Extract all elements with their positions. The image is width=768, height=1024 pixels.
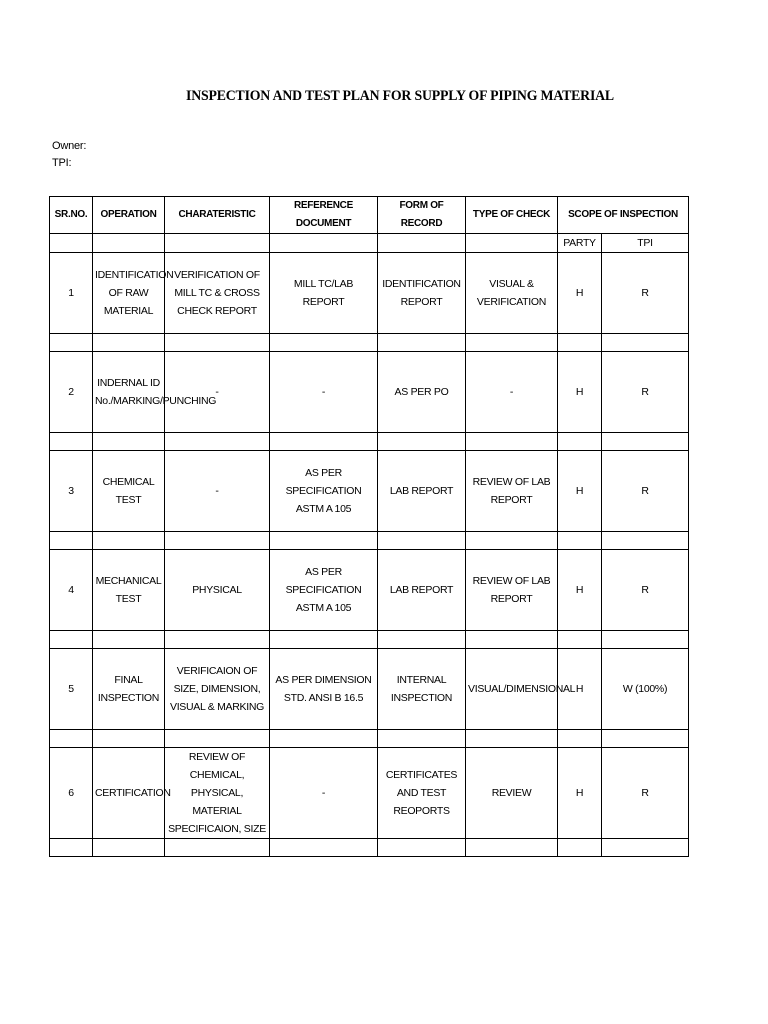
empty-cell [378,839,466,857]
inspection-test-plan-table [49,196,689,857]
empty-cell [378,730,466,748]
party-cell: H [558,550,602,631]
empty-cell [165,730,270,748]
empty-cell [50,433,93,451]
owner-label: Owner: [52,140,87,152]
spacer-row [50,730,689,748]
reference-cell: AS PER SPECIFICATION ASTM A 105 [270,550,378,631]
characteristic-cell: - [165,451,270,532]
operation-cell: IDENTIFICATION OF RAW MATERIAL [93,253,165,334]
empty-cell [378,334,466,352]
check-cell: VISUAL/DIMENSIONAL [466,649,558,730]
characteristic-cell: REVIEW OF CHEMICAL, PHYSICAL, MATERIAL SPECIFICAION, SIZE [165,748,270,839]
empty-cell [93,532,165,550]
header-type-of-check: TYPE OF CHECK [466,197,558,234]
party-cell: H [558,451,602,532]
sr-no-cell: 4 [50,550,93,631]
reference-cell: - [270,748,378,839]
empty-cell [270,839,378,857]
party-cell: H [558,352,602,433]
operation-cell: INDERNAL ID No./MARKING/PUNCHING [93,352,165,433]
empty-cell [466,234,558,253]
empty-cell [378,532,466,550]
empty-cell [50,234,93,253]
tpi-cell: R [602,451,689,532]
sr-no-cell: 1 [50,253,93,334]
empty-cell [165,631,270,649]
spacer-row [50,631,689,649]
table-row [50,352,689,433]
empty-cell [558,334,602,352]
empty-cell [602,334,689,352]
header-form-of-record: FORM OF RECORD [378,197,466,234]
record-cell: LAB REPORT [378,451,466,532]
subheader-row [50,234,689,253]
record-cell: IDENTIFICATION REPORT [378,253,466,334]
empty-cell [602,433,689,451]
empty-cell [93,839,165,857]
empty-cell [558,433,602,451]
table-row [50,649,689,730]
empty-cell [466,839,558,857]
check-cell: REVIEW [466,748,558,839]
header-tpi: TPI [602,234,689,253]
empty-cell [270,631,378,649]
empty-cell [50,839,93,857]
empty-cell [558,631,602,649]
empty-cell [93,730,165,748]
reference-cell: AS PER DIMENSION STD. ANSI B 16.5 [270,649,378,730]
header-scope-of-inspection: SCOPE OF INSPECTION [558,197,689,234]
tpi-cell: R [602,748,689,839]
empty-cell [165,839,270,857]
check-cell: REVIEW OF LAB REPORT [466,451,558,532]
check-cell: REVIEW OF LAB REPORT [466,550,558,631]
document-title: INSPECTION AND TEST PLAN FOR SUPPLY OF PIPING MATERIAL [186,88,614,104]
empty-cell [165,433,270,451]
empty-cell [378,433,466,451]
empty-cell [378,631,466,649]
spacer-row [50,839,689,857]
empty-cell [602,839,689,857]
empty-cell [466,433,558,451]
empty-cell [558,839,602,857]
header-characteristic: CHARATERISTIC [165,197,270,234]
reference-cell: - [270,352,378,433]
sr-no-cell: 2 [50,352,93,433]
empty-cell [50,334,93,352]
empty-cell [165,334,270,352]
spacer-row [50,433,689,451]
empty-cell [466,631,558,649]
empty-cell [270,334,378,352]
characteristic-cell: PHYSICAL [165,550,270,631]
empty-cell [93,433,165,451]
tpi-cell: R [602,550,689,631]
operation-cell: MECHANICAL TEST [93,550,165,631]
empty-cell [270,532,378,550]
reference-cell: MILL TC/LAB REPORT [270,253,378,334]
party-cell: H [558,253,602,334]
empty-cell [50,532,93,550]
record-cell: CERTIFICATES AND TEST REOPORTS [378,748,466,839]
sr-no-cell: 3 [50,451,93,532]
empty-cell [602,730,689,748]
empty-cell [558,730,602,748]
party-cell: H [558,748,602,839]
operation-cell: CHEMICAL TEST [93,451,165,532]
header-reference-document: REFERENCE DOCUMENT [270,197,378,234]
tpi-label: TPI: [52,157,72,169]
record-cell: INTERNAL INSPECTION [378,649,466,730]
operation-cell: CERTIFICATION [93,748,165,839]
empty-cell [466,532,558,550]
characteristic-cell: VERIFICAION OF SIZE, DIMENSION, VISUAL & MARKING [165,649,270,730]
empty-cell [378,234,466,253]
empty-cell [270,234,378,253]
operation-cell: FINAL INSPECTION [93,649,165,730]
empty-cell [270,730,378,748]
reference-cell: AS PER SPECIFICATION ASTM A 105 [270,451,378,532]
characteristic-cell: - [165,352,270,433]
table-row [50,253,689,334]
empty-cell [270,433,378,451]
empty-cell [558,532,602,550]
header-sr-no: SR.NO. [50,197,93,234]
record-cell: AS PER PO [378,352,466,433]
spacer-row [50,334,689,352]
header-party: PARTY [558,234,602,253]
empty-cell [466,730,558,748]
spacer-row [50,532,689,550]
empty-cell [602,532,689,550]
characteristic-cell: VERIFICATION OF MILL TC & CROSS CHECK REPORT [165,253,270,334]
empty-cell [602,631,689,649]
record-cell: LAB REPORT [378,550,466,631]
empty-cell [93,631,165,649]
check-cell: VISUAL & VERIFICATION [466,253,558,334]
table-row [50,748,689,839]
sr-no-cell: 5 [50,649,93,730]
empty-cell [93,234,165,253]
party-cell: H [558,649,602,730]
empty-cell [50,730,93,748]
empty-cell [165,234,270,253]
empty-cell [93,334,165,352]
empty-cell [165,532,270,550]
empty-cell [466,334,558,352]
table-row [50,451,689,532]
sr-no-cell: 6 [50,748,93,839]
table-row [50,550,689,631]
check-cell: - [466,352,558,433]
header-operation: OPERATION [93,197,165,234]
empty-cell [50,631,93,649]
tpi-cell: R [602,253,689,334]
tpi-cell: W (100%) [602,649,689,730]
tpi-cell: R [602,352,689,433]
header-row [50,197,689,234]
